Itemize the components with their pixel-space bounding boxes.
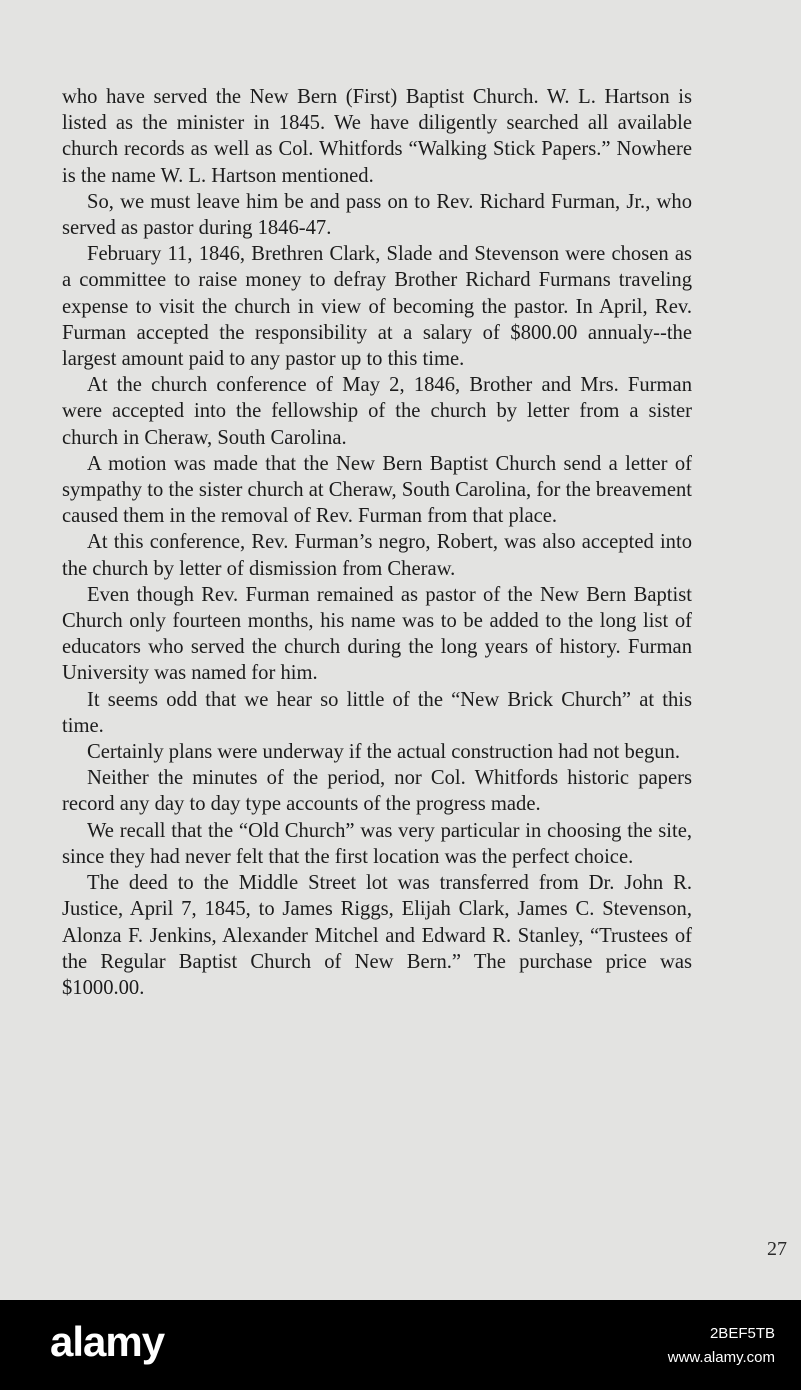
- image-meta: [668, 1322, 775, 1370]
- body-text: [62, 84, 692, 1001]
- brand-logo: alamy: [50, 1318, 165, 1365]
- paragraph: A motion was made that the New Bern Baptist Church send a letter of sympathy to the sister church at Cheraw, South Carolina, for the breavement caused them in the removal of Rev. Furman from that place.: [62, 452, 692, 528]
- image-id: 2BEF5TB: [709, 1325, 775, 1342]
- paragraph: February 11, 1846, Brethren Clark, Slade and Stevenson were chosen as a committee to raise money to defray Brother Richard Furmans traveling expense to visit the church in view of becoming the pastor. In April, Rev. Furman accepted the responsibility at a salary of $800.00 annualy--the largest amount paid to any pastor up to this time.: [62, 243, 692, 371]
- paragraph: At the church conference of May 2, 1846, Brother and Mrs. Furman were accepted into the fellowship of the church by letter from a sister church in Cheraw, South Carolina.: [62, 374, 692, 449]
- site-url: www.alamy.com: [667, 1349, 775, 1366]
- paragraph: We recall that the “Old Church” was very particular in choosing the site, since they had never felt that the first location was the perfect choice.: [62, 819, 692, 868]
- paragraph: At this conference, Rev. Furman’s negro, Robert, was also accepted into the church by letter of dismission from Cheraw.: [62, 531, 692, 580]
- paragraph: Even though Rev. Furman remained as pastor of the New Bern Baptist Church only fourteen months, his name was to be added to the long list of educators who served the church during the long years of history. Furman University was named for him.: [62, 583, 692, 685]
- paragraph: Certainly plans were underway if the actual construction had not begun.: [87, 741, 681, 764]
- paragraph: It seems odd that we hear so little of the “New Brick Church” at this time.: [62, 688, 692, 737]
- page-number: 27: [767, 1238, 787, 1260]
- paragraph: Neither the minutes of the period, nor Col. Whitfords historic papers record any day to day type accounts of the progress made.: [62, 767, 692, 816]
- watermark-footer: [0, 1300, 801, 1390]
- paragraph: So, we must leave him be and pass on to Rev. Richard Furman, Jr., who served as pastor during 1846-47.: [62, 190, 692, 240]
- paragraph: The deed to the Middle Street lot was transferred from Dr. John R. Justice, April 7, 1845, to James Riggs, Elijah Clark, James C. Stevenson, Alonza F. Jenkins, Alexander Mitchel and Edward R. Stanley, “Trustees of the Regular Baptist Church of New Bern.” The purchase price was $1000.00.: [62, 872, 692, 999]
- paragraph: who have served the New Bern (First) Baptist Church. W. L. Hartson is listed as the minister in 1845. We have diligently searched all available church records as well as Col. Whitfords “Walking Stick Papers.” Nowhere is the name W. L. Hartson mentioned.: [62, 86, 692, 187]
